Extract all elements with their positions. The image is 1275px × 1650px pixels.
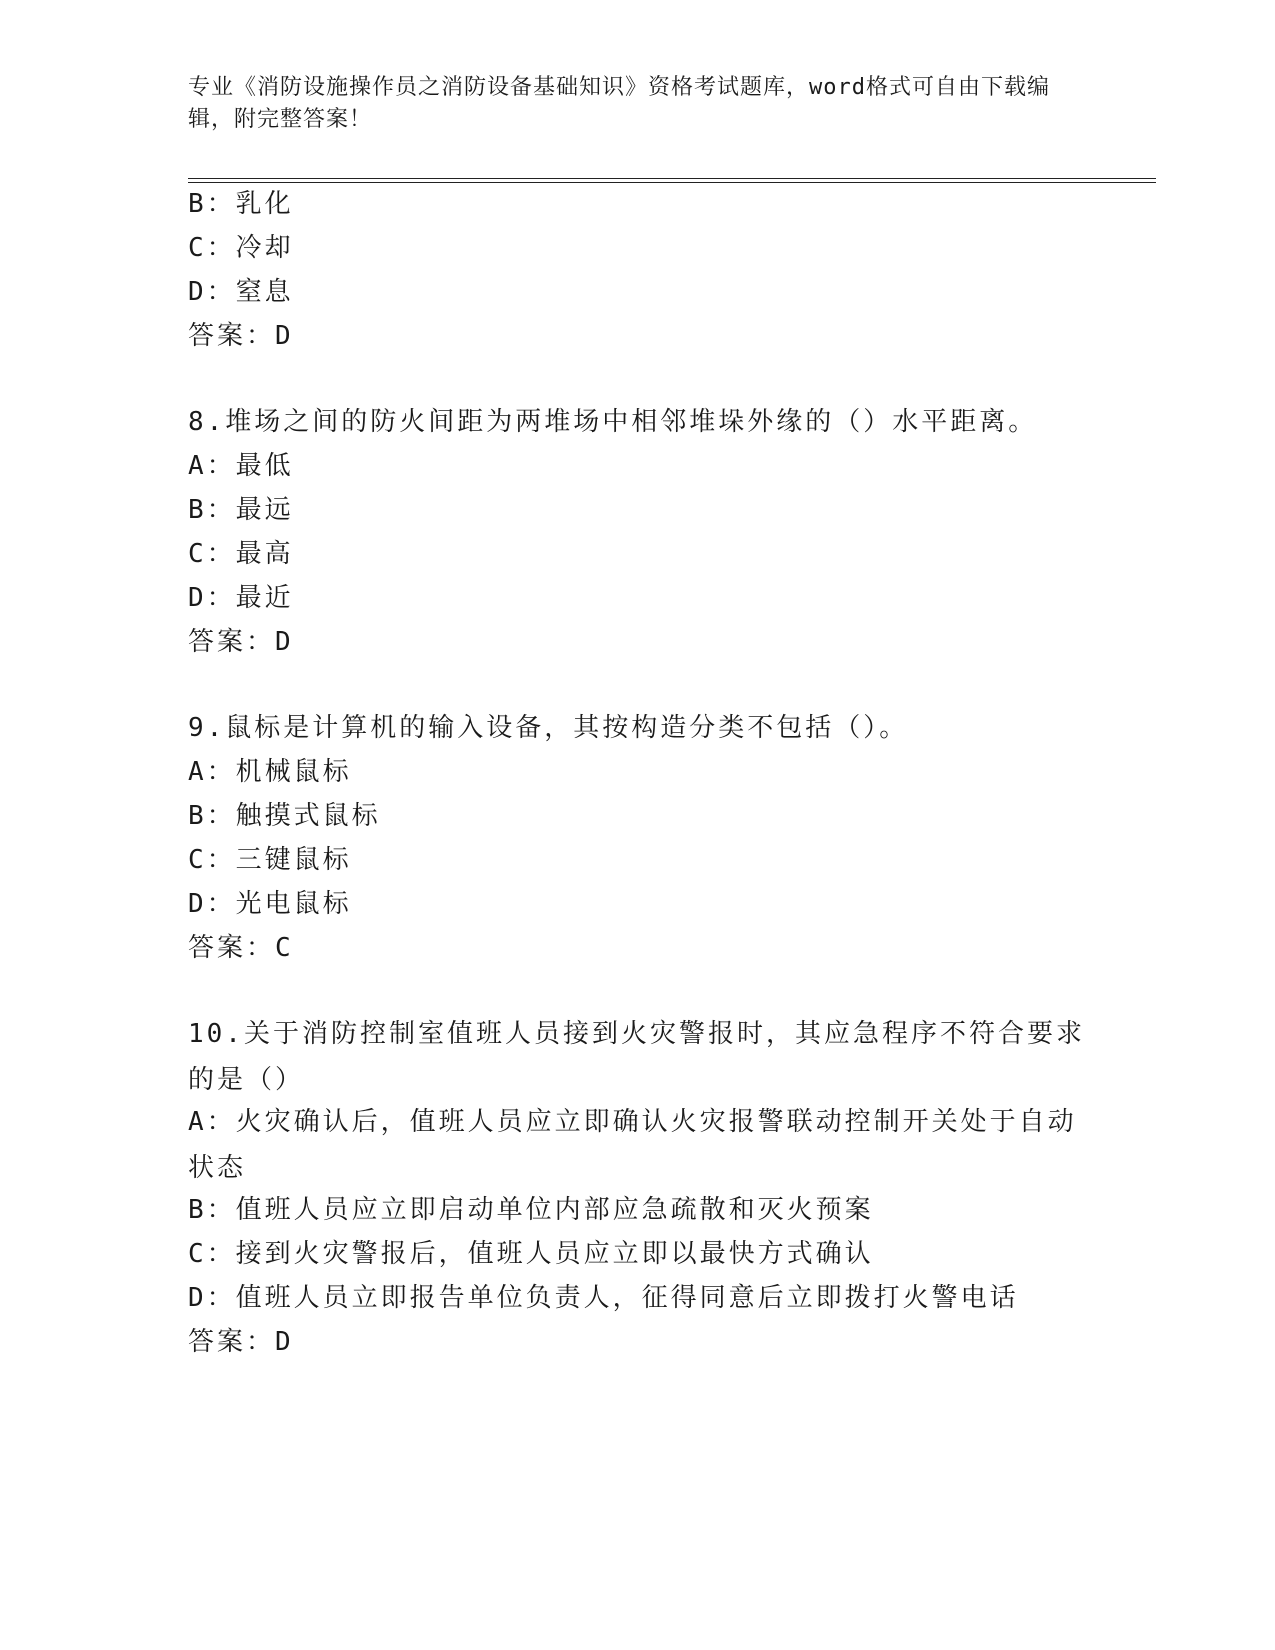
q9-option-a: A：机械鼠标: [188, 757, 352, 787]
q9-answer: 答案：C: [188, 933, 294, 963]
q10-option-b: B：值班人员应立即启动单位内部应急疏散和灭火预案: [188, 1195, 874, 1225]
header-divider-top: [188, 178, 1156, 179]
page-header: 专业《消防设施操作员之消防设备基础知识》资格考试题库，word格式可自由下载编辑，附完整答案！: [188, 75, 1050, 132]
q8-answer: 答案：D: [188, 627, 294, 657]
q7-option-c: C：冷却: [188, 233, 294, 263]
q8-question: 8.堆场之间的防火间距为两堆场中相邻堆垛外缘的（）水平距离。: [188, 407, 1038, 437]
q8-option-d: D：最近: [188, 583, 294, 613]
q7-option-b: B：乳化: [188, 189, 294, 219]
q10-question: 10.关于消防控制室值班人员接到火灾警报时，其应急程序不符合要求的是（）: [188, 1019, 1085, 1095]
q10-option-c: C：接到火灾警报后，值班人员应立即以最快方式确认: [188, 1239, 874, 1269]
q10-option-a: A：火灾确认后，值班人员应立即确认火灾报警联动控制开关处于自动状态: [188, 1107, 1077, 1183]
q7-option-d: D：窒息: [188, 277, 294, 307]
q7-answer: 答案：D: [188, 321, 294, 351]
q8-option-b: B：最远: [188, 495, 294, 525]
q10-option-d: D：值班人员立即报告单位负责人，征得同意后立即拨打火警电话: [188, 1283, 1019, 1313]
q9-option-c: C：三键鼠标: [188, 845, 352, 875]
q9-option-d: D：光电鼠标: [188, 889, 352, 919]
q8-option-a: A：最低: [188, 451, 294, 481]
q9-question: 9.鼠标是计算机的输入设备，其按构造分类不包括（）。: [188, 713, 909, 743]
q8-option-c: C：最高: [188, 539, 294, 569]
q9-option-b: B：触摸式鼠标: [188, 801, 381, 831]
q10-answer: 答案：D: [188, 1327, 294, 1357]
